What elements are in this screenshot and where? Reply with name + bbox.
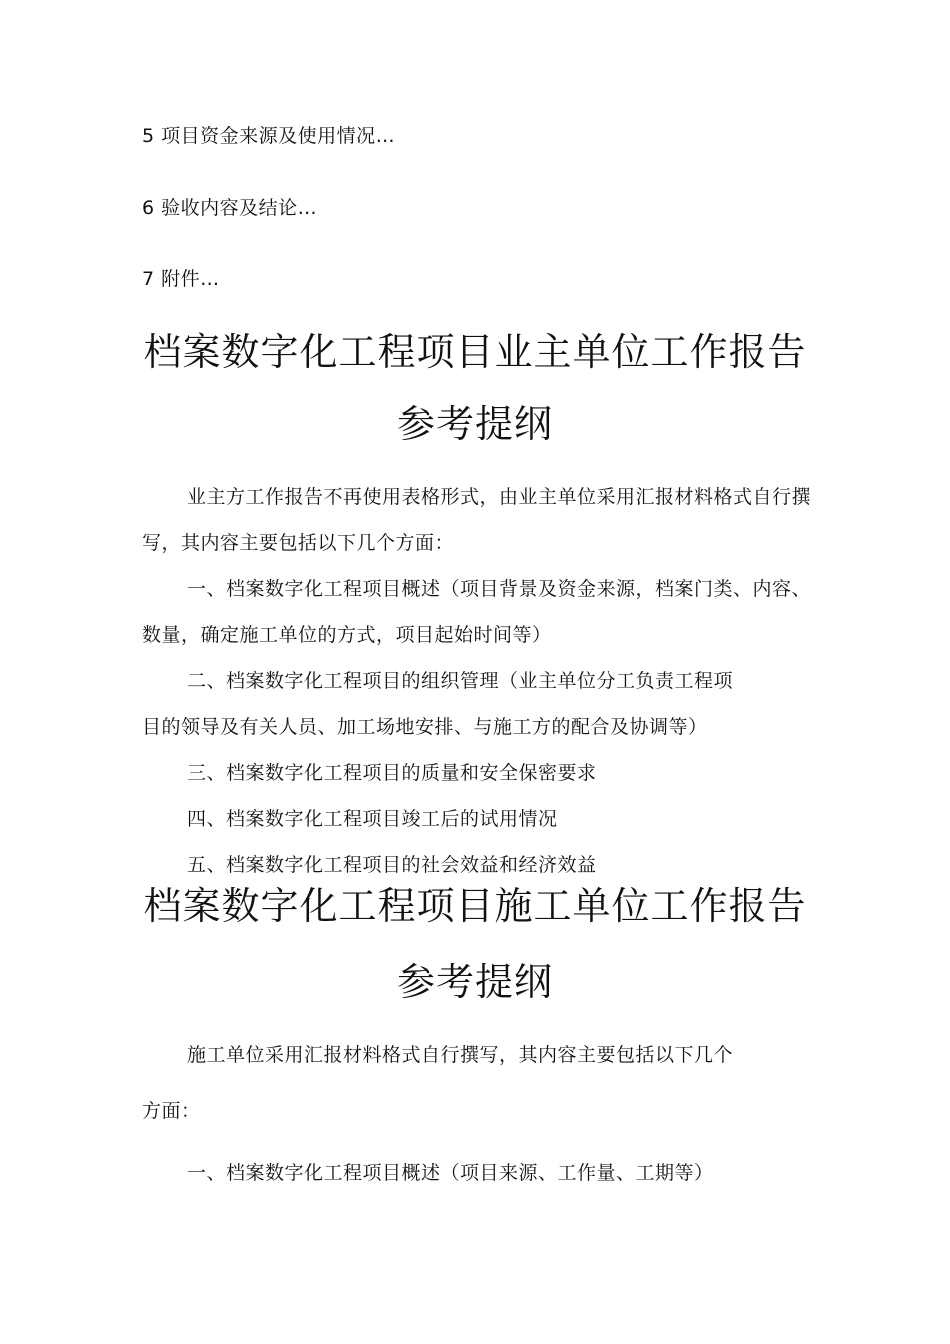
contractor-intro-line-2: 方面： — [142, 1100, 201, 1122]
contractor-intro-line-1: 施工单位采用汇报材料格式自行撰写，其内容主要包括以下几个 — [187, 1044, 734, 1066]
owner-report-subtitle: 参考提纲 — [396, 402, 553, 446]
owner-point-4: 四、档案数字化工程项目竣工后的试用情况 — [187, 808, 558, 830]
owner-point-3: 三、档案数字化工程项目的质量和安全保密要求 — [187, 762, 597, 784]
contractor-report-title: 档案数字化工程项目施工单位工作报告 — [143, 884, 807, 928]
contractor-report-subtitle: 参考提纲 — [396, 960, 553, 1004]
owner-report-title: 档案数字化工程项目业主单位工作报告 — [143, 330, 807, 374]
owner-point-5: 五、档案数字化工程项目的社会效益和经济效益 — [187, 854, 597, 876]
toc-item-6: 6 验收内容及结论… — [142, 197, 318, 219]
owner-point-2-line-1: 二、档案数字化工程项目的组织管理（业主单位分工负责工程项 — [187, 670, 734, 692]
owner-point-2-line-2: 目的领导及有关人员、加工场地安排、与施工方的配合及协调等） — [142, 716, 708, 738]
contractor-point-1: 一、档案数字化工程项目概述（项目来源、工作量、工期等） — [187, 1162, 714, 1184]
toc-item-5: 5 项目资金来源及使用情况… — [142, 125, 396, 147]
toc-item-7: 7 附件… — [142, 268, 220, 290]
owner-intro-line-2: 写，其内容主要包括以下几个方面： — [142, 532, 455, 554]
owner-point-1-line-2: 数量，确定施工单位的方式，项目起始时间等） — [142, 624, 552, 646]
owner-intro-line-1: 业主方工作报告不再使用表格形式，由业主单位采用汇报材料格式自行撰 — [187, 486, 812, 508]
owner-point-1-line-1: 一、档案数字化工程项目概述（项目背景及资金来源，档案门类、内容、 — [187, 578, 812, 600]
